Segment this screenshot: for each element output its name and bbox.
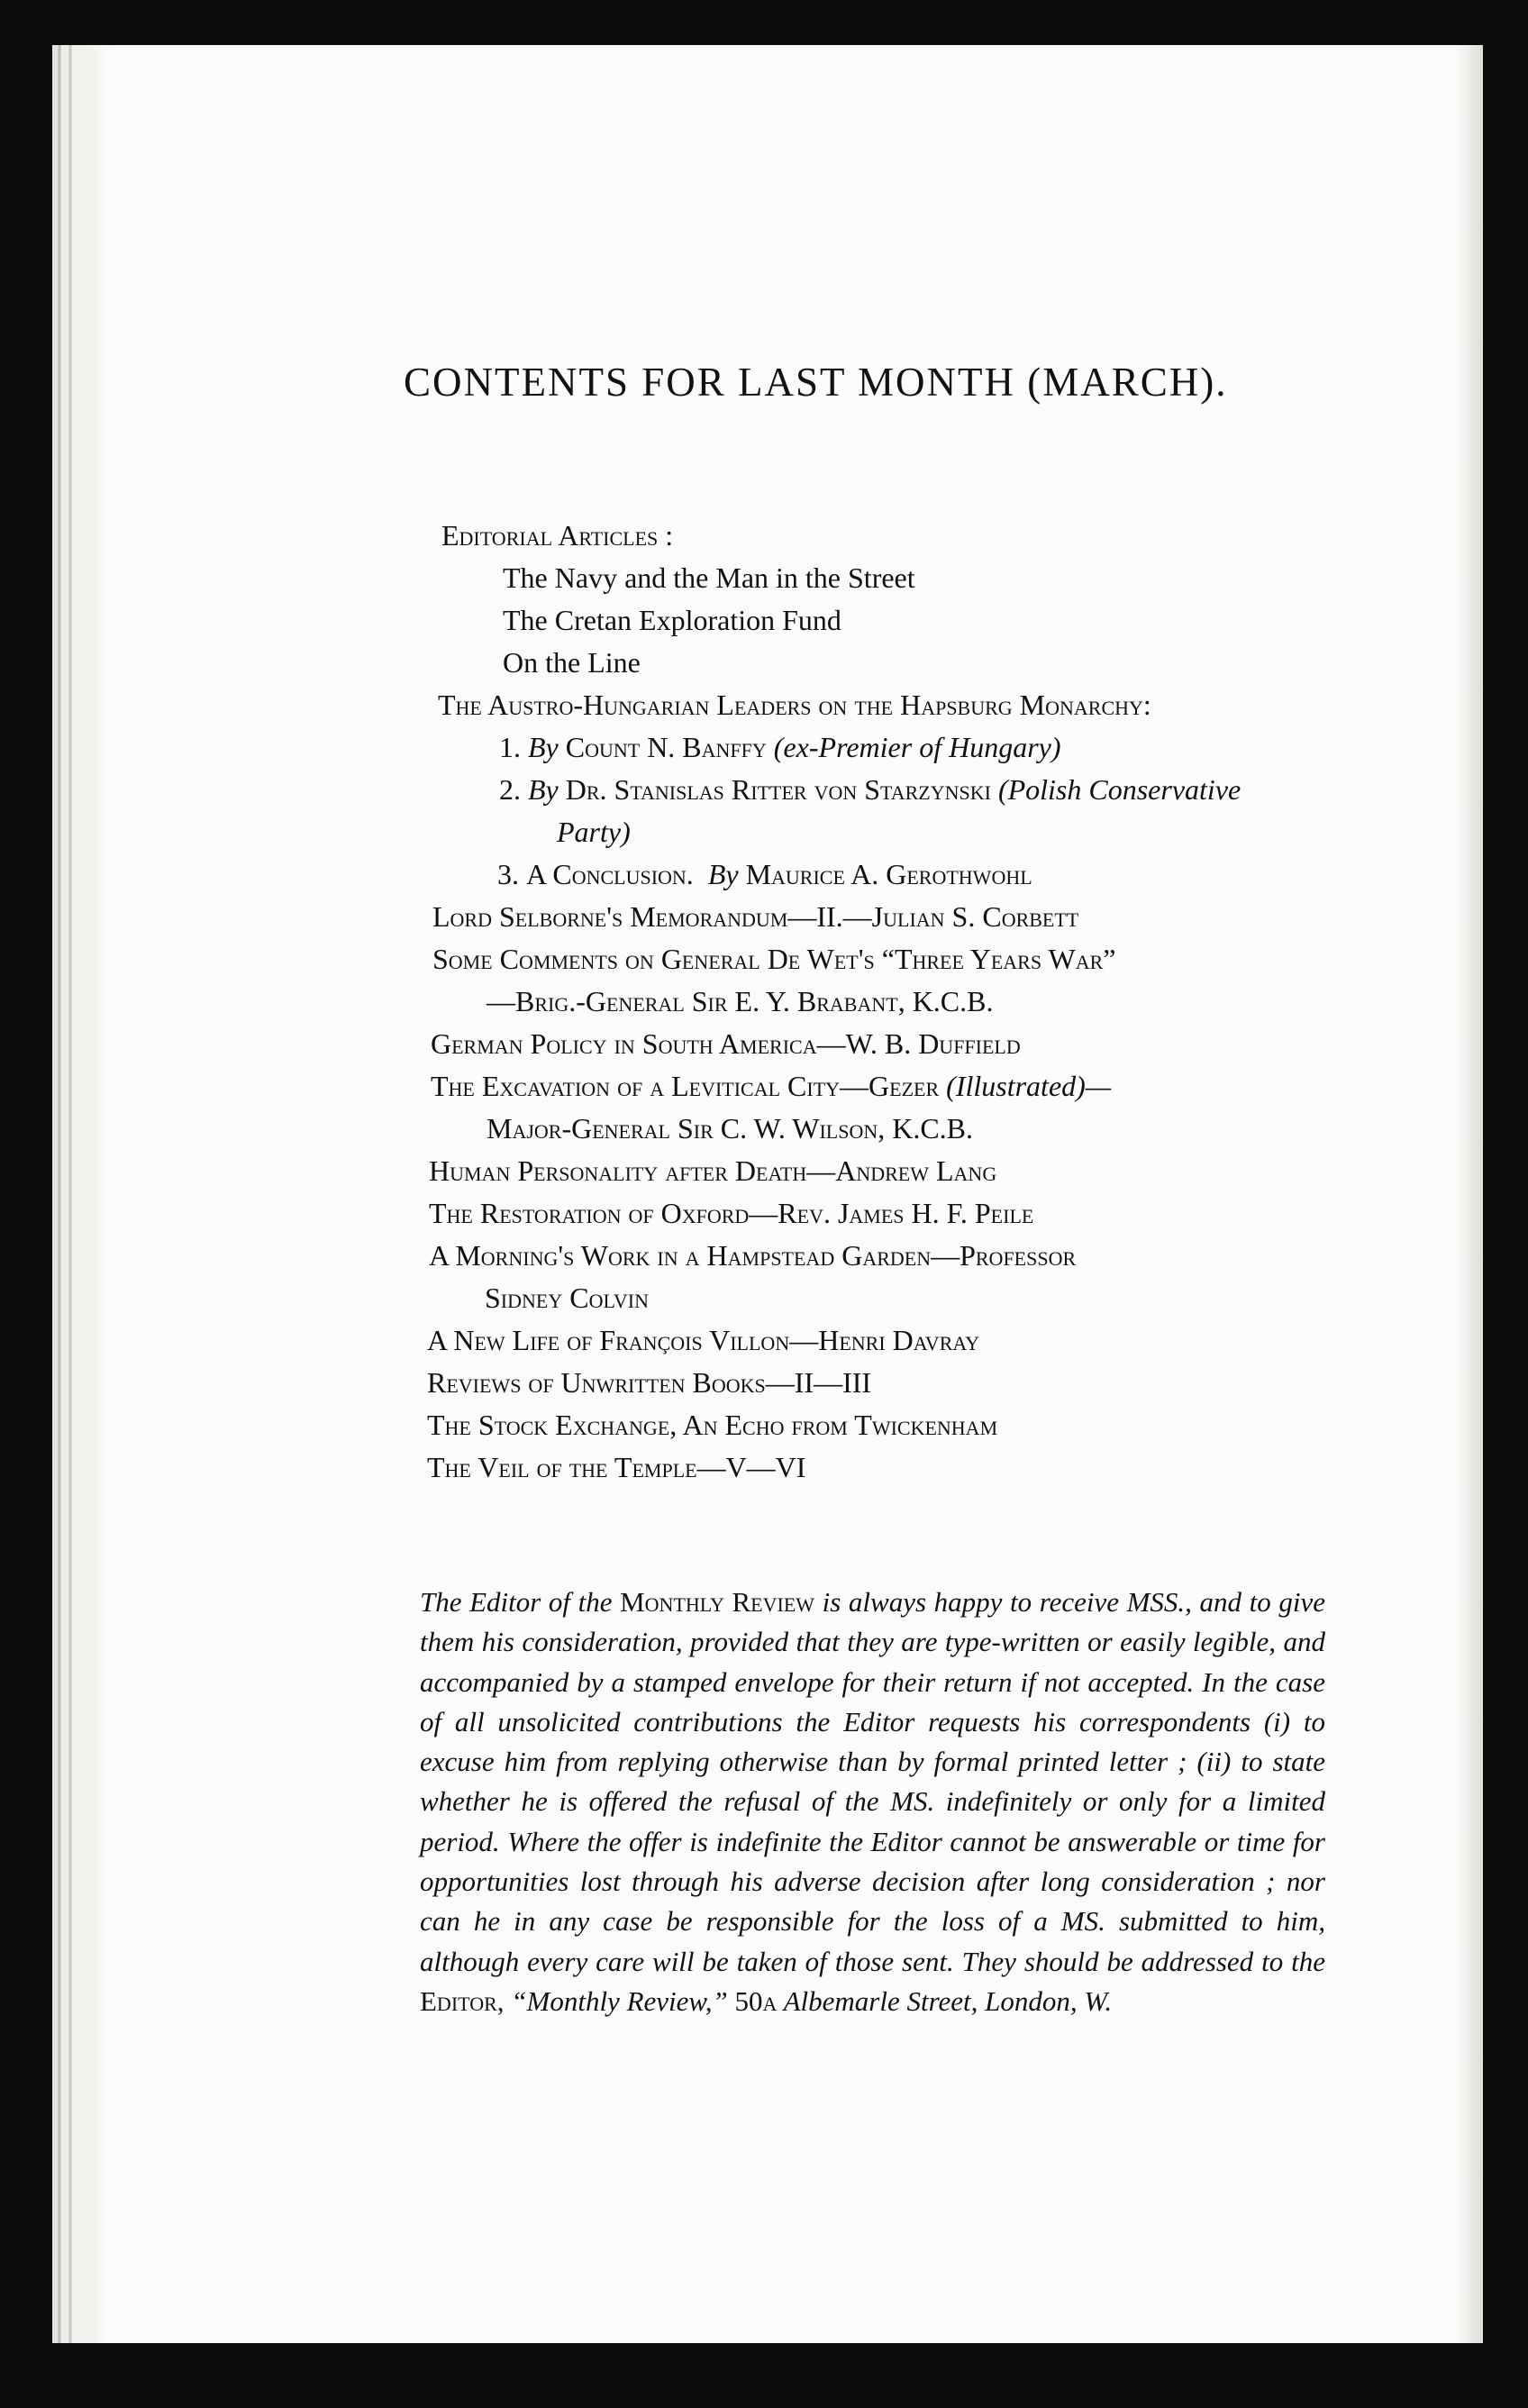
contents-subentry-continuation	[557, 814, 631, 850]
contents-subentry	[497, 856, 1032, 892]
page-gutter-shadow	[1456, 45, 1483, 2343]
contents-entry-continuation: Sidney Colvin	[485, 1282, 649, 1314]
entry-by: By	[528, 731, 559, 763]
contents-entry: Some Comments on General De Wet's “Three Years War”	[432, 943, 1116, 975]
contents-subentry	[499, 771, 1241, 807]
contents-entry: On the Line	[503, 646, 641, 679]
book-page	[52, 45, 1483, 2343]
contents-entry: Reviews of Unwritten Books—II—III	[427, 1366, 872, 1399]
entry-number: 3.	[497, 858, 519, 890]
entry-note: Party)	[557, 816, 631, 848]
contents-subentry	[499, 729, 1061, 765]
contents-entry: A New Life of François Villon—Henri Davray	[427, 1324, 980, 1356]
contents-entry: The Excavation of a Levitical City—Gezer (Illustrated)—	[431, 1070, 1112, 1102]
entry-author: Count N. Banffy	[565, 731, 767, 763]
street-number: 50a	[734, 1984, 778, 2017]
entry-note: (Polish Conservative	[997, 773, 1242, 806]
editor-notice: The Editor of the Monthly Review is always happy to receive MSS., and to give them his consideration, provided that they are type-written or easily legible, and accompanied by a stamped envelope for their return if not accepted. In the case of all unsolicited contributions the Editor requests his correspondents (i) to excuse him from replying otherwise than by formal printed letter ; (ii) to state whether he is offered the refusal of the MS. indefinitely or only for a limited period. Where the offer is indefinite the Editor cannot be answerable or time for opportunities lost through his adverse decision after long consideration ; nor can he in any case be responsible for the loss of a MS. submitted to him, although every care will be taken of those sent. They should be addressed to the Editor, “Monthly Review,” 50a Albemarle Street, London, W.	[420, 1586, 1325, 2017]
contents-entry-continuation: —Brig.-General Sir E. Y. Brabant, K.C.B.	[487, 985, 994, 1017]
contents-entry: Editorial Articles :	[441, 519, 674, 552]
contents-entry: Lord Selborne's Memorandum—II.—Julian S. Corbett	[432, 900, 1079, 933]
entry-author: Dr. Stanislas Ritter von Starzynski	[565, 773, 991, 806]
entry-by: By	[528, 773, 559, 806]
entry-by: By	[707, 858, 739, 890]
page-edge	[52, 45, 112, 2343]
journal-name: Monthly Review	[620, 1586, 815, 1618]
page-heading: CONTENTS FOR LAST MONTH (MARCH).	[404, 360, 1228, 405]
contents-entry: A Morning's Work in a Hampstead Garden—Professor	[429, 1239, 1077, 1272]
entry-author: Maurice A. Gerothwohl	[745, 858, 1032, 890]
contents-entry: The Veil of the Temple—V—VI	[427, 1451, 806, 1483]
contents-entry: The Navy and the Man in the Street	[503, 561, 915, 594]
entry-number: 1.	[499, 731, 521, 763]
contents-entry: The Restoration of Oxford—Rev. James H. F. Peile	[429, 1197, 1034, 1229]
contents-entry: The Cretan Exploration Fund	[503, 604, 841, 636]
entry-note: (Illustrated)—	[946, 1070, 1112, 1102]
contents-entry: The Austro-Hungarian Leaders on the Hapsburg Monarchy:	[438, 689, 1151, 721]
entry-number: 2.	[499, 773, 521, 806]
contents-entry: The Stock Exchange, An Echo from Twickenham	[427, 1409, 998, 1441]
contents-entry: German Policy in South America—W. B. Duffield	[431, 1027, 1021, 1060]
entry-title: A Conclusion.	[526, 858, 694, 890]
contents-entry: Human Personality after Death—Andrew Lang	[429, 1154, 997, 1187]
editor-word: Editor,	[420, 1984, 505, 2017]
contents-entry-continuation: Major-General Sir C. W. Wilson, K.C.B.	[487, 1112, 974, 1145]
entry-note: (ex-Premier of Hungary)	[773, 731, 1061, 763]
